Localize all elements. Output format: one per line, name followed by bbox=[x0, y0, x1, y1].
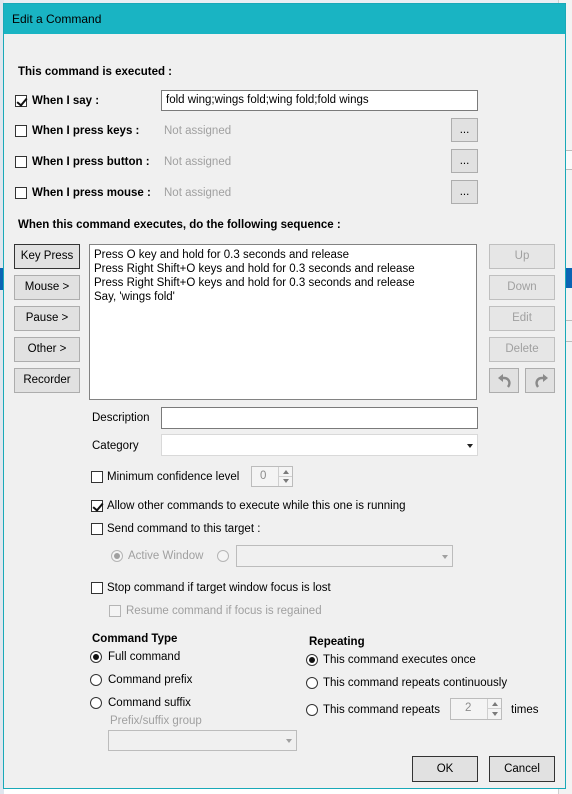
list-item[interactable]: Press Right Shift+O keys and hold for 0.3 seconds and release bbox=[94, 277, 415, 289]
action-sequence-list[interactable] bbox=[89, 244, 477, 400]
press-button-checkbox[interactable] bbox=[15, 156, 27, 168]
min-confidence-stepper[interactable] bbox=[251, 466, 293, 487]
repeat-times-stepper[interactable] bbox=[450, 698, 502, 720]
triggers-heading: This command is executed : bbox=[18, 66, 173, 78]
when-i-say-checkbox[interactable] bbox=[15, 95, 27, 107]
key-press-button[interactable]: Key Press bbox=[14, 244, 80, 269]
edit-button[interactable]: Edit bbox=[489, 306, 555, 331]
cancel-button[interactable]: Cancel bbox=[489, 756, 555, 782]
down-button[interactable]: Down bbox=[489, 275, 555, 300]
description-label: Description bbox=[92, 412, 150, 424]
times-label: times bbox=[511, 704, 539, 716]
title-bar[interactable] bbox=[4, 4, 565, 34]
press-button-label: When I press button : bbox=[32, 156, 150, 168]
press-mouse-browse-button[interactable]: ... bbox=[451, 180, 478, 204]
spin-down-icon[interactable] bbox=[487, 709, 501, 719]
when-i-say-input[interactable]: fold wing;wings fold;wing fold;fold wings bbox=[161, 90, 478, 111]
press-button-browse-button[interactable]: ... bbox=[451, 149, 478, 173]
pause-button[interactable]: Pause > bbox=[14, 306, 80, 331]
description-input[interactable] bbox=[161, 407, 478, 429]
executes-once-label: This command executes once bbox=[323, 654, 476, 666]
press-keys-browse-button[interactable]: ... bbox=[451, 118, 478, 142]
min-confidence-checkbox[interactable] bbox=[91, 471, 103, 483]
press-mouse-label: When I press mouse : bbox=[32, 187, 151, 199]
chevron-down-icon bbox=[467, 444, 473, 448]
chevron-down-icon bbox=[286, 739, 292, 743]
target-window-dropdown[interactable] bbox=[236, 545, 453, 567]
min-confidence-value: 0 bbox=[260, 470, 267, 482]
full-command-label: Full command bbox=[108, 651, 181, 663]
repeating-heading: Repeating bbox=[309, 636, 365, 648]
repeats-times-label: This command repeats bbox=[323, 704, 440, 716]
press-keys-value: Not assigned bbox=[164, 125, 232, 137]
undo-arrow-icon bbox=[496, 373, 514, 389]
stop-on-focus-lost-label: Stop command if target window focus is lost bbox=[107, 582, 331, 594]
when-i-say-label: When I say : bbox=[32, 95, 100, 107]
repeats-continuously-label: This command repeats continuously bbox=[323, 677, 508, 689]
mouse-button[interactable]: Mouse > bbox=[14, 275, 80, 300]
min-confidence-label: Minimum confidence level bbox=[107, 471, 240, 483]
command-type-heading: Command Type bbox=[92, 633, 178, 645]
active-window-radio[interactable] bbox=[111, 550, 123, 562]
full-command-radio[interactable] bbox=[90, 651, 102, 663]
resume-on-focus-checkbox[interactable] bbox=[109, 605, 121, 617]
press-keys-checkbox[interactable] bbox=[15, 125, 27, 137]
undo-button[interactable] bbox=[489, 368, 519, 393]
press-mouse-checkbox[interactable] bbox=[15, 187, 27, 199]
prefix-suffix-group-label: Prefix/suffix group bbox=[110, 715, 202, 727]
up-button[interactable]: Up bbox=[489, 244, 555, 269]
other-button[interactable]: Other > bbox=[14, 337, 80, 362]
delete-button[interactable]: Delete bbox=[489, 337, 555, 362]
recorder-button[interactable]: Recorder bbox=[14, 368, 80, 393]
send-to-target-checkbox[interactable] bbox=[91, 523, 103, 535]
list-item[interactable]: Press Right Shift+O keys and hold for 0.3 seconds and release bbox=[94, 263, 415, 275]
prefix-suffix-group-dropdown[interactable] bbox=[108, 730, 297, 751]
press-mouse-value: Not assigned bbox=[164, 187, 232, 199]
chevron-down-icon bbox=[442, 555, 448, 559]
repeats-continuously-radio[interactable] bbox=[306, 677, 318, 689]
stop-on-focus-lost-checkbox[interactable] bbox=[91, 582, 103, 594]
spin-down-icon[interactable] bbox=[278, 476, 292, 486]
command-prefix-radio[interactable] bbox=[90, 674, 102, 686]
send-to-target-label: Send command to this target : bbox=[107, 523, 261, 535]
press-button-value: Not assigned bbox=[164, 156, 232, 168]
allow-other-commands-label: Allow other commands to execute while this one is running bbox=[107, 500, 406, 512]
spin-up-icon[interactable] bbox=[487, 699, 501, 709]
press-keys-label: When I press keys : bbox=[32, 125, 140, 137]
resume-on-focus-label: Resume command if focus is regained bbox=[126, 605, 322, 617]
window-title: Edit a Command bbox=[12, 12, 102, 26]
category-dropdown[interactable] bbox=[161, 434, 478, 456]
allow-other-commands-checkbox[interactable] bbox=[91, 500, 103, 512]
redo-button[interactable] bbox=[525, 368, 555, 393]
target-window-radio[interactable] bbox=[217, 550, 229, 562]
command-prefix-label: Command prefix bbox=[108, 674, 193, 686]
repeats-times-radio[interactable] bbox=[306, 704, 318, 716]
active-window-label: Active Window bbox=[128, 550, 204, 562]
ok-button[interactable]: OK bbox=[412, 756, 478, 782]
list-item[interactable]: Say, 'wings fold' bbox=[94, 291, 175, 303]
command-suffix-label: Command suffix bbox=[108, 697, 191, 709]
list-item[interactable]: Press O key and hold for 0.3 seconds and release bbox=[94, 249, 350, 261]
redo-arrow-icon bbox=[532, 373, 550, 389]
executes-once-radio[interactable] bbox=[306, 654, 318, 666]
category-label: Category bbox=[92, 440, 139, 452]
repeat-times-value: 2 bbox=[465, 702, 472, 714]
edit-command-dialog bbox=[3, 3, 566, 789]
sequence-heading: When this command executes, do the following sequence : bbox=[18, 219, 341, 231]
command-suffix-radio[interactable] bbox=[90, 697, 102, 709]
